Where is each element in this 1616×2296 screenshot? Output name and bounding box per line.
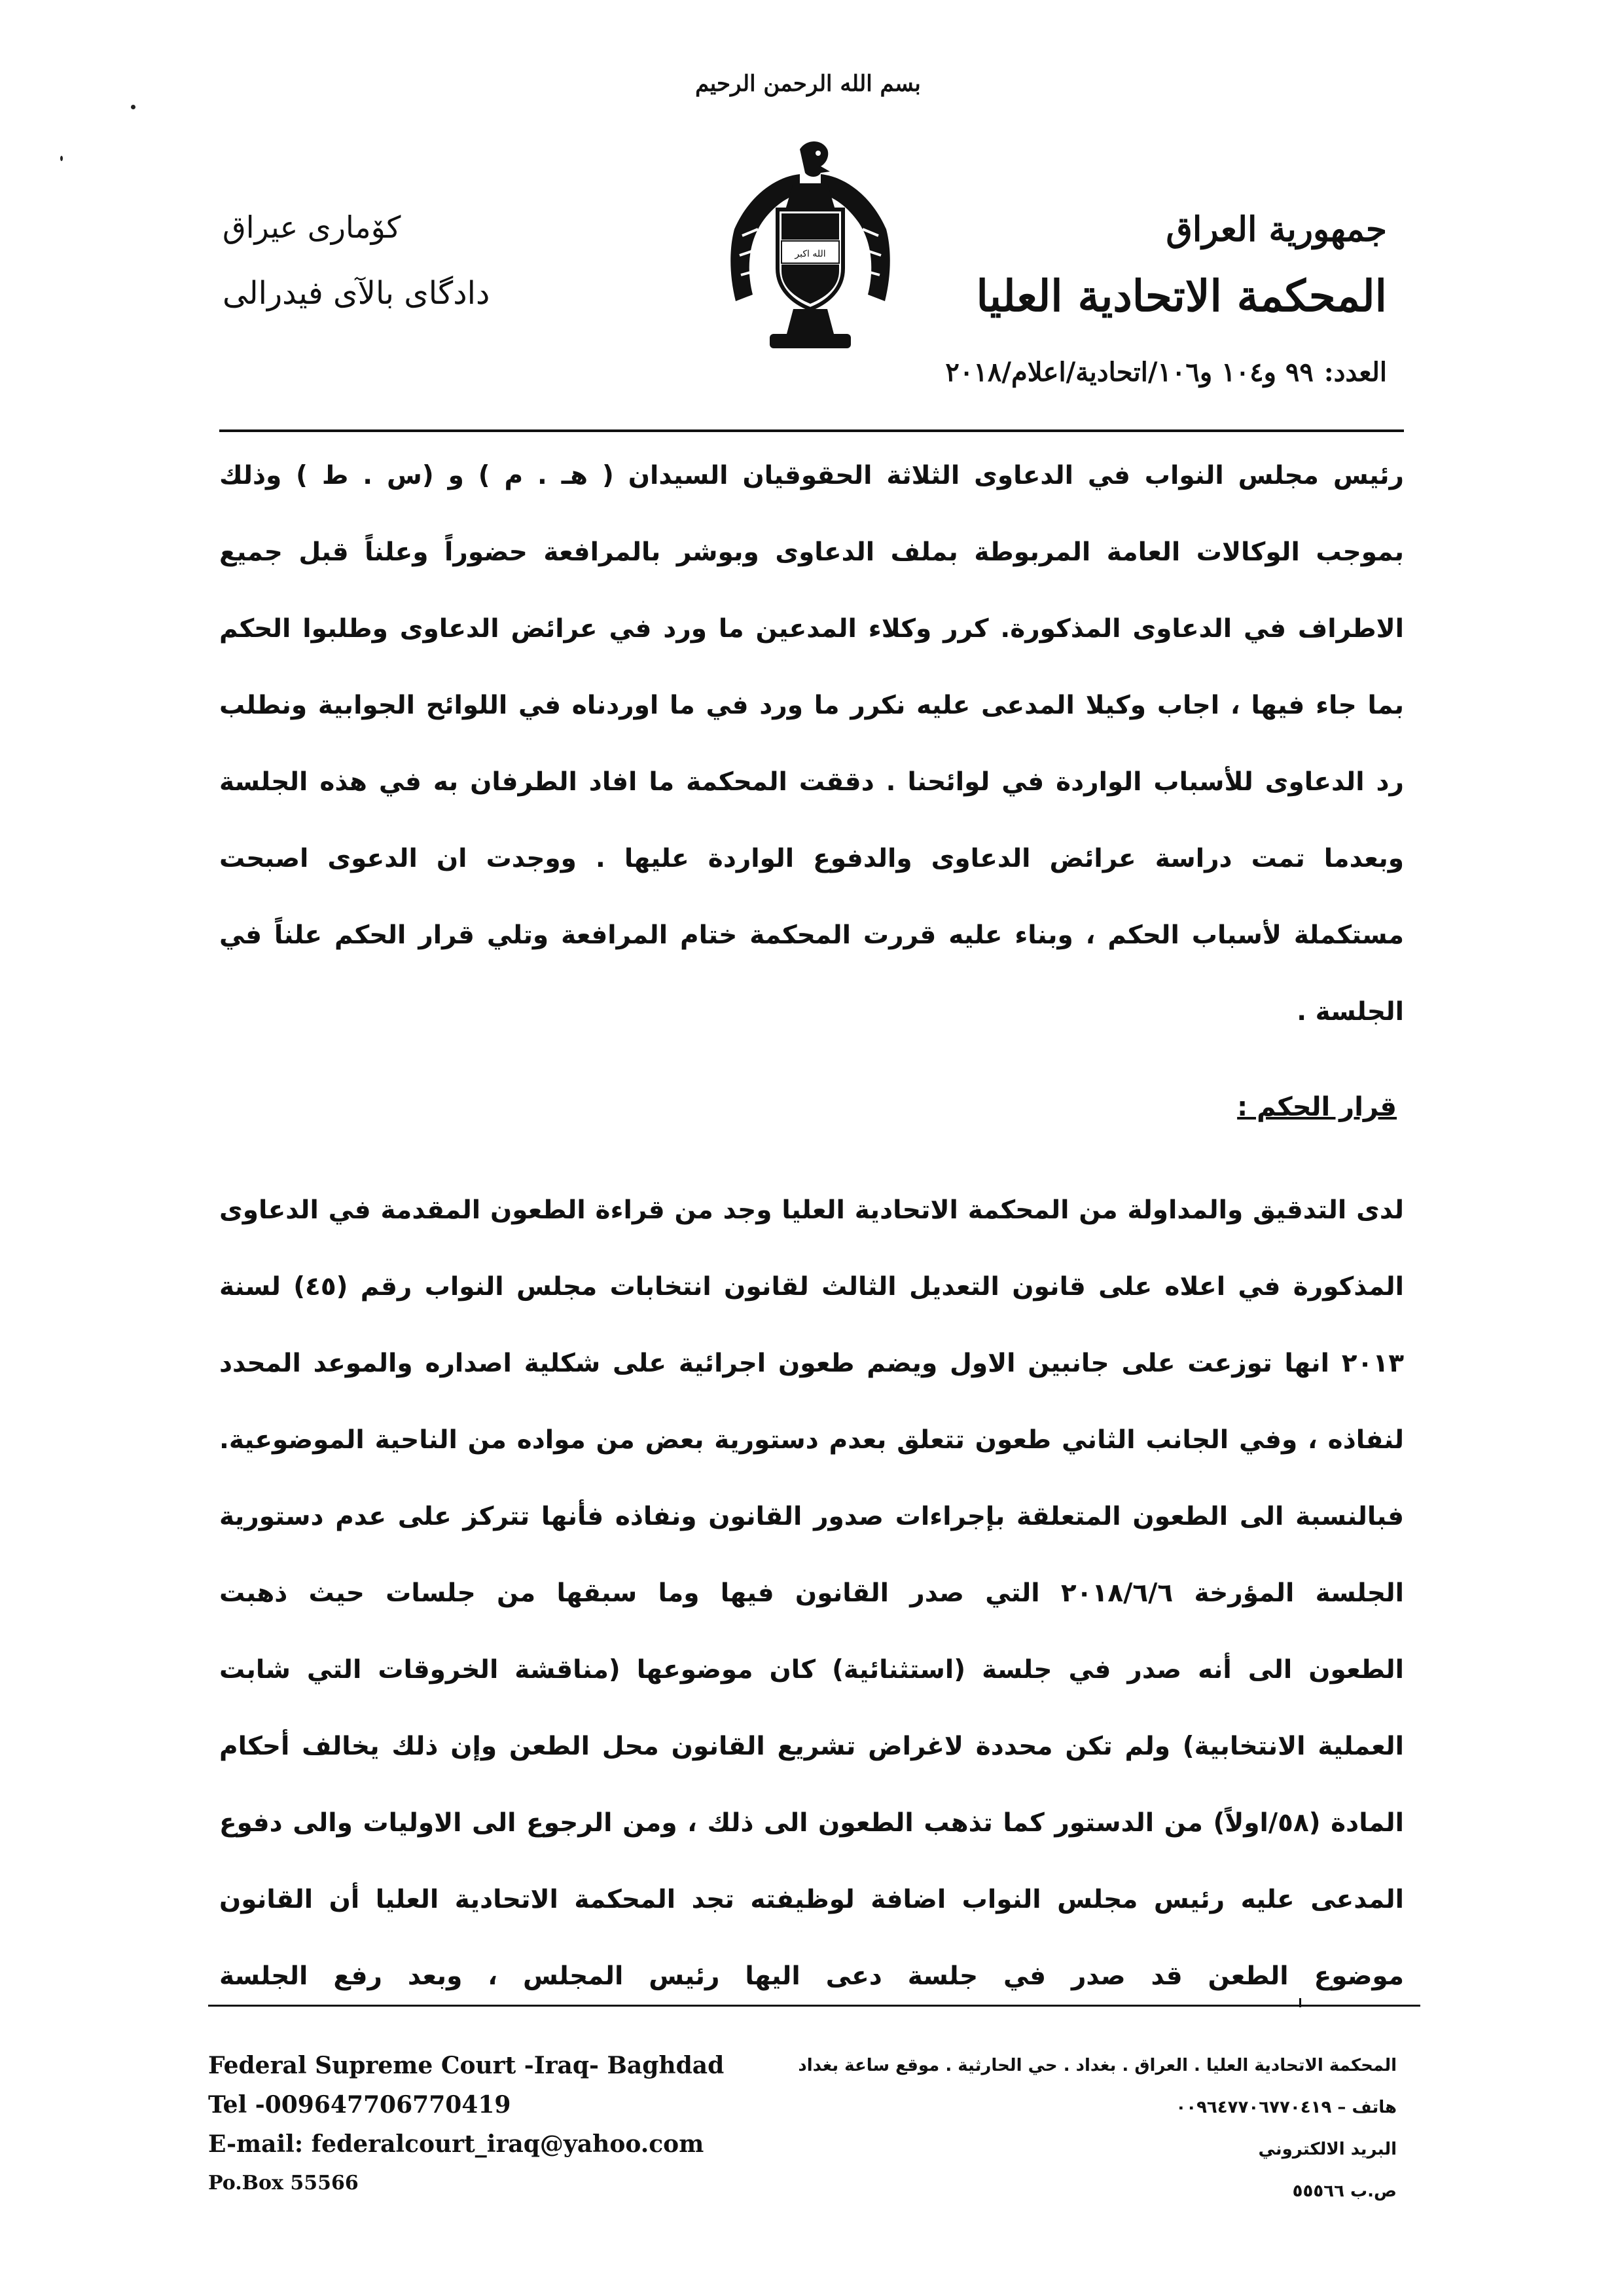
footer-address-ar: المحكمة الاتحادية العليا . العراق . بغداد . حي الحارثية . موقع ساعة بغداد xyxy=(798,2056,1397,2075)
court-header-kurdish xyxy=(223,210,490,312)
footer-email-en: E-mail: federalcourt_iraq@yahoo.com xyxy=(208,2130,704,2158)
text-line: رد الدعاوى للأسباب الواردة في لوائحنا . دققت المحكمة ما افاد الطرفان به في هذه الجلسة xyxy=(219,767,1404,797)
court-header-arabic xyxy=(976,210,1387,321)
footer-tel-ar: هاتف – ٠٠٩٦٤٧٧٠٦٧٧٠٤١٩ xyxy=(1176,2098,1397,2117)
footer-pobox-en: Po.Box 55566 xyxy=(208,2172,359,2195)
footer-divider xyxy=(208,2005,1420,2007)
header-divider xyxy=(219,429,1404,432)
footer-email-ar: البريد الالكتروني xyxy=(1258,2140,1397,2159)
basmala: بسم الله الرحمن الرحيم xyxy=(695,71,921,97)
country-name-arabic: جمهورية العراق xyxy=(1166,210,1387,249)
court-name-arabic: المحكمة الاتحادية العليا xyxy=(976,270,1387,321)
text-line: بموجب الوكالات العامة المربوطة بملف الدعاوى وبوشر بالمرافعة حضوراً وعلناً قبل جميع xyxy=(219,538,1404,567)
text-line: الجلسة المؤرخة ٢٠١٨/٦/٦ التي صدر القانون فيها وما سبقها من جلسات حيث ذهبت xyxy=(219,1578,1404,1608)
text-line: المذكورة في اعلاه على قانون التعديل الثالث لقانون انتخابات مجلس النواب رقم (٤٥) لسنة xyxy=(219,1272,1404,1302)
text-line: الطعون الى أنه صدر في جلسة (استثنائية) كان موضوعها (مناقشة الخروقات التي شابت xyxy=(219,1655,1404,1685)
text-line: بما جاء فيها ، اجاب وكيلا المدعى عليه نكرر ما ورد في ما اوردناه في اللوائح الجوابية ونطلب xyxy=(219,691,1404,720)
iraq-coat-of-arms-icon xyxy=(723,137,898,354)
reference-number xyxy=(945,357,1387,388)
text-line: الاطراف في الدعاوى المذكورة. كرر وكلاء المدعين ما ورد في عرائض الدعاوى وطلبوا الحكم xyxy=(219,614,1404,644)
text-line: المادة (٥٨/اولاً) من الدستور كما تذهب الطعون الى ذلك ، ومن الرجوع الى الاوليات والى دفوع xyxy=(219,1808,1404,1838)
footer-divider-tick xyxy=(1299,1998,1301,2007)
text-line: لدى التدقيق والمداولة من المحكمة الاتحادية العليا وجد من قراءة الطعون المقدمة في الدعاوى xyxy=(219,1195,1404,1225)
footer-contact-arabic xyxy=(798,2046,1397,2214)
footer-pobox-ar: ص.ب ٥٥٥٦٦ xyxy=(1292,2181,1397,2201)
text-line: فبالنسبة الى الطعون المتعلقة بإجراءات صدور القانون ونفاذه فأنها تتركز على عدم دستورية xyxy=(219,1502,1404,1531)
scan-speck xyxy=(60,156,63,161)
reference-label: العدد: xyxy=(1323,357,1387,388)
text-line: وبعدما تمت دراسة عرائض الدعاوى والدفوع الواردة عليها . ووجدت ان الدعوى اصبحت xyxy=(219,844,1404,873)
text-line: العملية الانتخابية) ولم تكن محددة لاغراض تشريع القانون محل الطعن وإن ذلك يخالف أحكام xyxy=(219,1732,1404,1761)
reference-value: ٩٩ و١٠٤ و١٠٦/اتحادية/اعلام/٢٠١٨ xyxy=(945,357,1314,388)
text-line: رئيس مجلس النواب في الدعاوى الثلاثة الحقوقيان السيدان ( هـ . م ) و (س . ط ) وذلك xyxy=(219,461,1404,490)
footer-contact-english xyxy=(208,2046,724,2203)
scan-speck xyxy=(131,105,135,109)
country-name-kurdish: كۆماری عیراق xyxy=(223,210,401,245)
text-line: مستكملة لأسباب الحكم ، وبناء عليه قررت المحكمة ختام المرافعة وتلي قرار الحكم علناً في xyxy=(219,920,1404,950)
svg-text:الله اكبر: الله اكبر xyxy=(795,249,826,259)
text-line: ٢٠١٣ انها توزعت على جانبين الاول ويضم طعون اجرائية على شكلية اصداره والموعد المحدد xyxy=(219,1349,1404,1378)
text-line: لنفاذه ، وفي الجانب الثاني طعون تتعلق بعدم دستورية بعض من مواده من الناحية الموضوعية. xyxy=(219,1425,1404,1455)
paragraph-proceedings xyxy=(219,437,1404,1050)
text-line: موضوع الطعن قد صدر في جلسة دعى اليها رئيس المجلس ، وبعد رفع الجلسة xyxy=(219,1961,1404,1991)
footer-tel-en: Tel -009647706770419 xyxy=(208,2091,511,2119)
footer-address-en: Federal Supreme Court -Iraq- Baghdad xyxy=(208,2052,725,2079)
text-line: الجلسة . xyxy=(1297,997,1404,1027)
paragraph-verdict xyxy=(219,1172,1404,2014)
section-title-verdict: قرار الحكم : xyxy=(1237,1092,1397,1122)
court-name-kurdish: دادگای بالآی فیدرالی xyxy=(223,275,490,312)
text-line: المدعى عليه رئيس مجلس النواب اضافة لوظيفته تجد المحكمة الاتحادية العليا أن القانون xyxy=(219,1885,1404,1914)
